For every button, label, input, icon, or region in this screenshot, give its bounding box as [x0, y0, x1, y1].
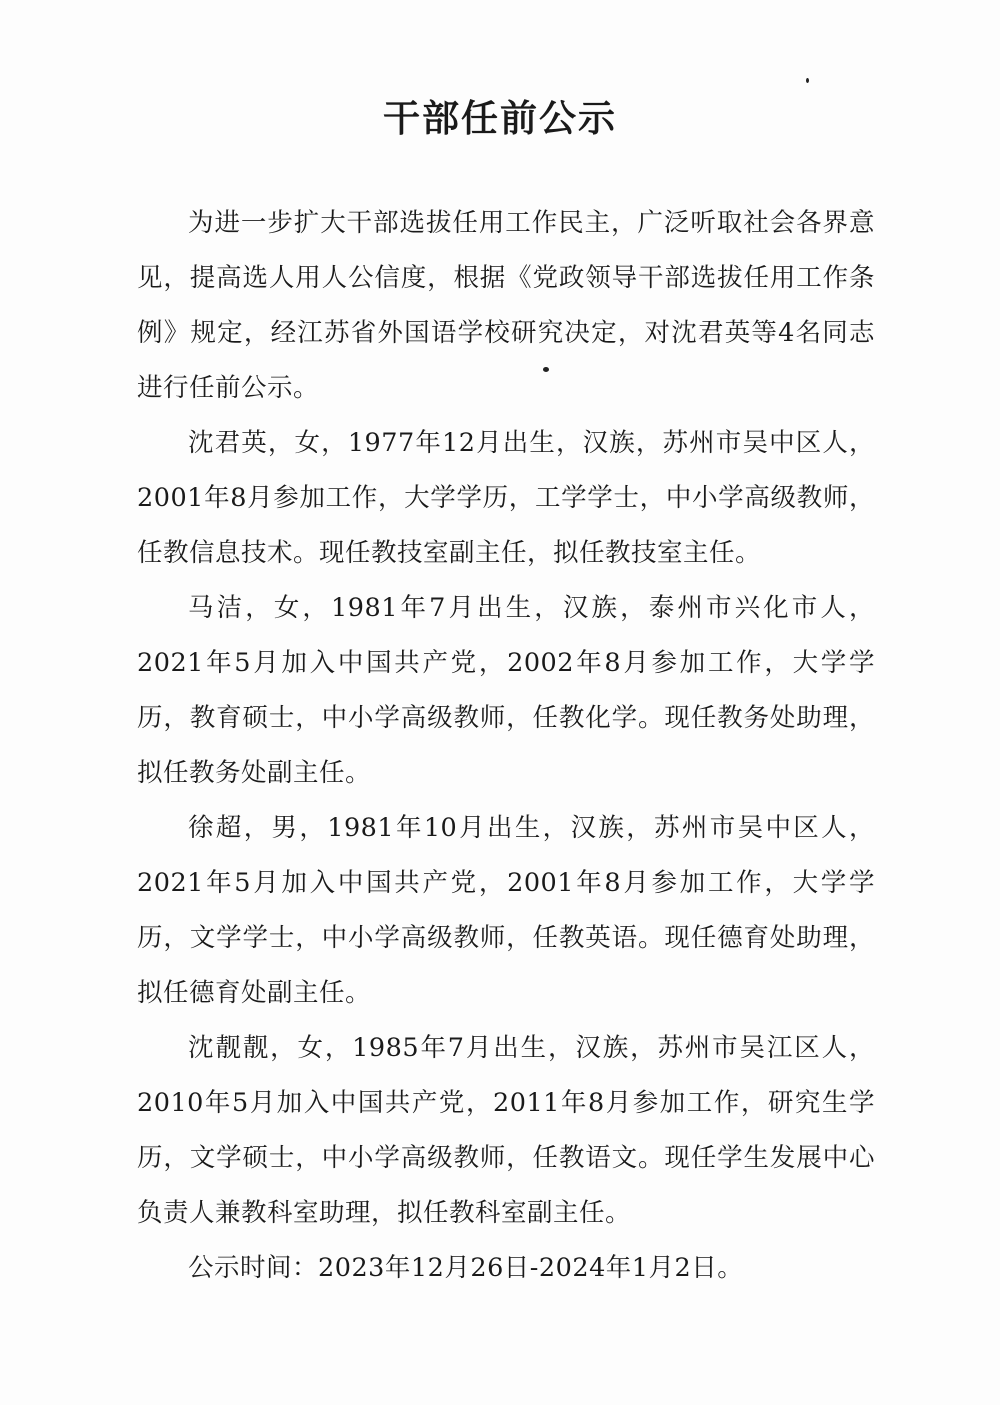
- candidate-paragraph-shen-junying: 沈君英，女，1977年12月出生，汉族，苏州市吴中区人，2001年8月参加工作，大学学历，工学学士，中小学高级教师，任教信息技术。现任教技室副主任，拟任教技室主任。: [137, 428, 875, 568]
- notice-time: 公示时间：2023年12月26日-2024年1月2日。: [188, 1253, 744, 1283]
- scan-speck: [806, 78, 809, 83]
- candidate-paragraph-shen-liangliang: 沈靓靓，女，1985年7月出生，汉族，苏州市吴江区人，2010年5月加入中国共产党，2011年8月参加工作，研究生学历，文学硕士，中小学高级教师，任教语文。现任学生发展中心负责人兼教科室助理，拟任教科室副主任。: [137, 1033, 875, 1228]
- scan-speck: [543, 367, 549, 372]
- intro-paragraph: 为进一步扩大干部选拔任用工作民主，广泛听取社会各界意见，提高选人用人公信度，根据《党政领导干部选拔任用工作条例》规定，经江苏省外国语学校研究决定，对沈君英等4名同志进行任前公示。: [137, 208, 875, 403]
- document-title: 干部任前公示: [383, 96, 617, 140]
- candidate-paragraph-ma-jie: 马洁，女，1981年7月出生，汉族，泰州市兴化市人，2021年5月加入中国共产党，2002年8月参加工作，大学学历，教育硕士，中小学高级教师，任教化学。现任教务处助理，拟任教务处副主任。: [137, 593, 875, 788]
- document-body: [137, 196, 875, 1296]
- candidate-paragraph-xu-chao: 徐超，男，1981年10月出生，汉族，苏州市吴中区人，2021年5月加入中国共产党，2001年8月参加工作，大学学历，文学学士，中小学高级教师，任教英语。现任德育处助理，拟任德育处副主任。: [137, 813, 875, 1008]
